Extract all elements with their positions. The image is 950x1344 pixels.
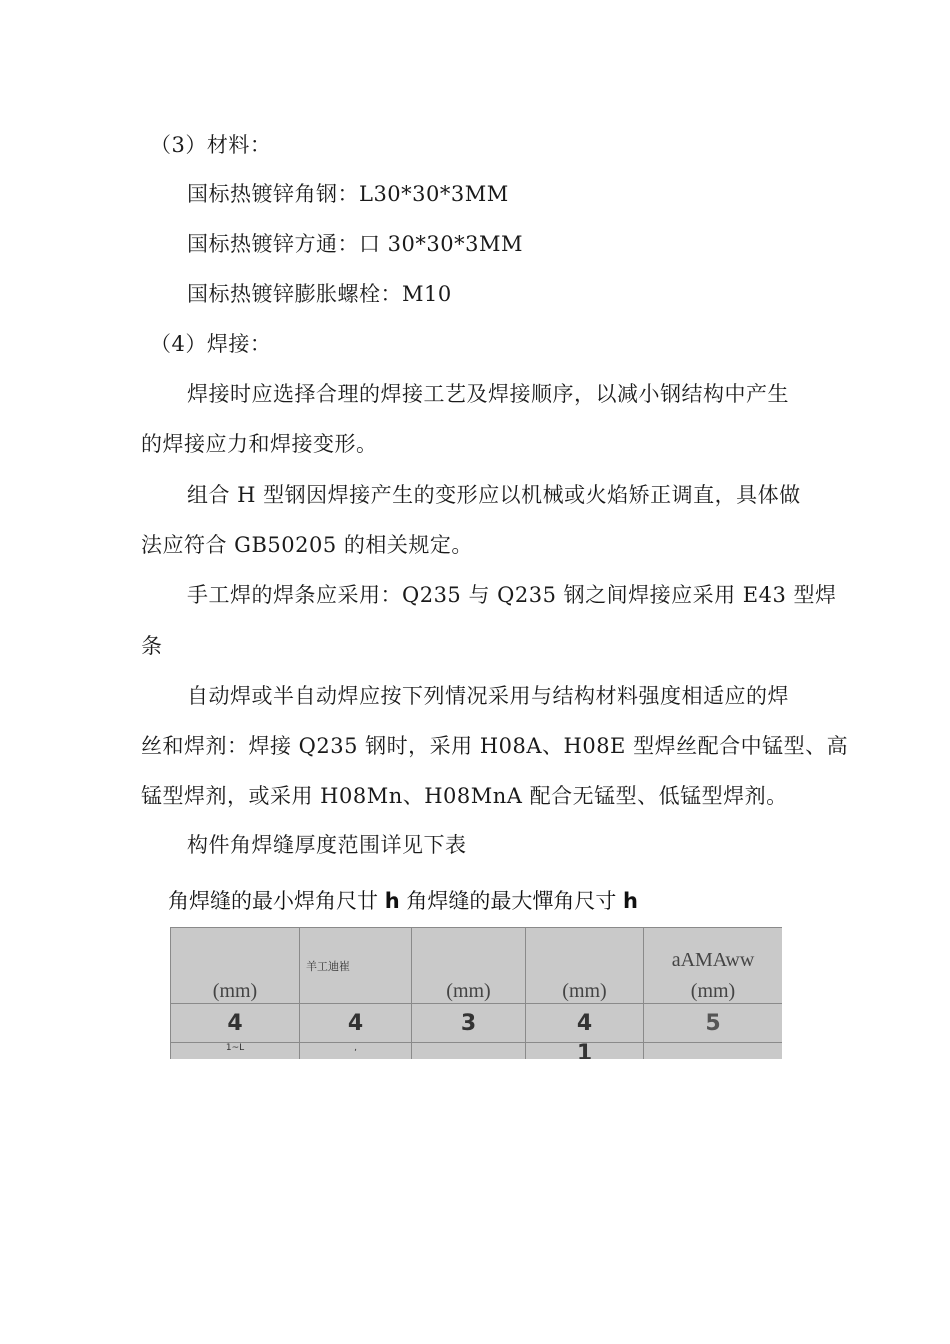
table-cell: 4 — [300, 1004, 412, 1043]
table-cell: 4 — [526, 1004, 644, 1043]
weld-table — [170, 927, 782, 1059]
paragraph-line: 法应符合 GB50205 的相关规定。 — [141, 533, 473, 557]
paragraph-line: 的焊接应力和焊接变形。 — [141, 432, 378, 456]
table-cell: 1~L — [171, 1043, 300, 1060]
material-item-square-tube: 国标热镀锌方通：口 30*30*3MM — [187, 232, 523, 256]
unit-label: (mm) — [212, 980, 258, 1002]
table-header-row — [171, 928, 783, 1004]
table-caption — [168, 886, 638, 916]
table-header-cell — [526, 928, 644, 1004]
table-header-cell — [171, 928, 300, 1004]
section-heading-welding: （4）焊接： — [150, 332, 272, 356]
caption-max-fillet: 角焊缝的最大憚角尺寸 — [406, 889, 617, 913]
table-cell — [644, 1043, 783, 1060]
table-header-cell — [300, 928, 412, 1004]
paragraph-line: 锰型焊剂，或采用 H08Mn、H08MnA 配合无锰型、低锰型焊剂。 — [141, 784, 788, 808]
table-cell: 4 — [171, 1004, 300, 1043]
material-item-angle-steel: 国标热镀锌角钢：L30*30*3MM — [187, 182, 509, 206]
table-header-cell — [412, 928, 526, 1004]
table-cell — [412, 1043, 526, 1060]
section-heading-materials: （3）材料： — [150, 133, 272, 157]
unit-label: (mm) — [446, 980, 491, 1002]
table-cell: 3 — [412, 1004, 526, 1043]
material-item-expansion-bolt: 国标热镀锌膨胀螺栓：M10 — [187, 282, 452, 306]
table-intro: 构件角焊缝厚度范围详见下表 — [187, 833, 467, 857]
fillet-weld-table — [170, 927, 782, 1059]
paragraph-line: 条 — [141, 634, 163, 658]
caption-min-fillet: 角焊缝的最小焊角尺廿 — [168, 889, 378, 913]
paragraph-line: 自动焊或半自动焊应按下列情况采用与结构材料强度相适应的焊 — [187, 684, 789, 708]
header-small-text: 羊工迪崔 — [306, 960, 350, 973]
table-cell: , — [300, 1043, 412, 1060]
paragraph-line: 丝和焊剂：焊接 Q235 钢时，采用 H08A、H08E 型焊丝配合中锰型、高 — [141, 734, 849, 758]
caption-symbol-h: h — [384, 889, 400, 913]
table-header-cell — [644, 928, 783, 1004]
unit-label: (mm) — [690, 980, 736, 1002]
unit-label: (mm) — [562, 980, 607, 1002]
table-row — [171, 1004, 783, 1043]
table-cell: 5 — [644, 1004, 783, 1043]
paragraph-line: 组合 H 型钢因焊接产生的变形应以机械或火焰矫正调直，具体做 — [187, 483, 801, 507]
paragraph-line: 焊接时应选择合理的焊接工艺及焊接顺序，以减小钢结构中产生 — [187, 382, 789, 406]
caption-symbol-h: h — [623, 889, 638, 913]
table-row — [171, 1043, 783, 1060]
header-top-text: aAMAww — [671, 949, 755, 971]
table-cell: 1 — [526, 1043, 644, 1060]
paragraph-line: 手工焊的焊条应采用：Q235 与 Q235 钢之间焊接应采用 E43 型焊 — [187, 583, 837, 607]
